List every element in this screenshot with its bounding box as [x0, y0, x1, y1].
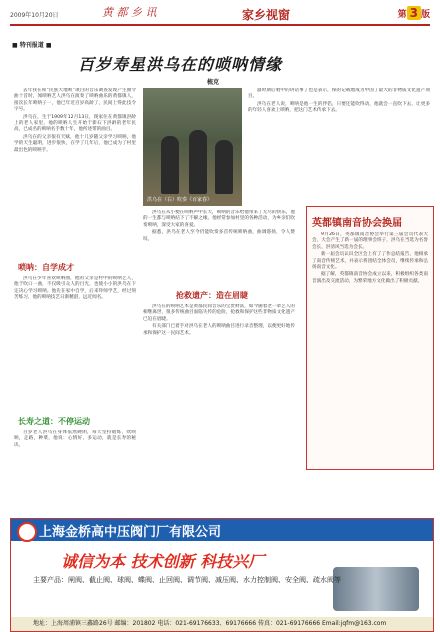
- paragraph: 洪乌在的唢呐艺术是黄都民间音乐的宝贵财富，如今随着老一辈艺人的相继离世，很多传统曲目面临失传的危险，抢救和保护这些非物质文化遗产已迫在眉睫。: [143, 304, 295, 322]
- feature-tag: ■ 特刊报道 ■: [12, 42, 52, 49]
- paragraph: 洪乌在少年喜欢唢呐曲，他的父亲是村中的唢呐艺人，他于吹口一曲，不仅吸引众人的目光，也使小小的洪乌在下定决心学习唢呐。他先在家中自学，后来拜师学艺，经过刻苦练习，他的唢呐技艺日渐精湛，远近闻名。: [14, 276, 136, 301]
- paragraph: 9月26日，英都镇南音协会举行第三届会员代表大会，大会产生了新一届的理事会班子，洪乌在当选为名誉会长，洪清风当选为会长。: [312, 232, 428, 250]
- sidebar-news-title: 英都镇南音协会换届: [312, 218, 402, 229]
- paragraph: 新一届会员认识全区会上有了了作总结报告，他相承了南音传统艺术，并表示将团结全体会员，继续传承和弘扬南音文化。: [312, 252, 428, 271]
- article-column-3: [248, 88, 430, 200]
- ad-company-name: 上海金桥高中压阀门厂有限公司: [39, 525, 222, 540]
- photo-figure-right: [215, 140, 233, 194]
- article-column-1c: [14, 430, 136, 514]
- article-headline: 百岁寿星洪乌在的唢呐情缘: [78, 55, 283, 74]
- ad-products: 主要产品：闸阀、截止阀、球阀、蝶阀、止回阀、调节阀、减压阀、水力控制阀、安全阀、疏水阀等: [33, 576, 341, 584]
- subheading-self-taught: 唢呐：自学成才: [18, 263, 74, 272]
- page-header: [10, 4, 430, 26]
- article-column-1b: [14, 276, 136, 412]
- paragraph: 去年我在和“民族大地唢”项目的音乐调查发现产生曲令曲十首时，闻唢呐艺人洪乌在演奏了唢呐曲乐的黄都镇人，接次长年唢呐子一，他已年近百岁高龄了，民间上得此技令字号。: [14, 88, 136, 113]
- article-column-1: [14, 88, 136, 258]
- article-byline: 梳克: [207, 79, 220, 86]
- paragraph: 器时期后唱中的讲话事了也是表示，保的记载地成为中国了最大的非物质文化遗产项目。: [248, 88, 430, 100]
- subheading-longevity: 长寿之道：不停运动: [18, 417, 90, 426]
- valve-product-image: [333, 567, 419, 611]
- advertisement: [10, 518, 434, 632]
- photo-caption: 洪乌在（右）吹奏《百家春》: [147, 197, 213, 203]
- paragraph: 据了解，英都镇南音协会成立以来，积极组织各类南音演出及交流活动，为繁荣地方文化做出了积极贡献。: [312, 272, 428, 284]
- paragraph: 据悉，洪乌在老人至今仍能吹奏多首传统唢呐曲，曲调悠扬，令人赞叹。: [143, 230, 295, 242]
- photo-figure-left: [161, 136, 179, 194]
- subheading-heritage: 抢救遗产：造在眉睫: [176, 291, 248, 300]
- page-number: 第 3 版: [397, 6, 430, 20]
- photo-figure-center: [189, 130, 207, 194]
- paragraph: 有关部门已着手对洪乌在老人的唢呐曲目进行录音整理，以便更好地传承和保护这一民间艺术。: [143, 324, 295, 336]
- ad-slogan: 诚信为本 技术创新 科技兴厂: [61, 552, 265, 571]
- article-photo: [143, 88, 242, 206]
- section-title: 家乡视窗: [242, 8, 291, 22]
- paragraph: 洪乌在老人说，唢呐是他一生的伴侣，只要还能吹得动，他就会一直吹下去，让更多的年轻人喜欢上唢呐，把这门艺术传承下去。: [248, 101, 430, 114]
- ad-contact: 地址：上海周浦镇三鑫路26号 邮编：201802 电话：021-69176633、69176666 传真：021-69176666 Email:jqfm@163.com: [11, 617, 433, 631]
- company-logo-icon: [17, 522, 37, 542]
- issue-date: 2009年10月20日: [10, 12, 59, 19]
- paragraph: 百岁老人洪乌在身体依然硬朗，每天坚持锻炼，吹唢呐，走路，种菜，他说：心情好，多运动，就是长寿的秘诀。: [14, 430, 136, 448]
- article-column-2b: [143, 304, 295, 514]
- paragraph: 洪乌在从小便在唢呐声中长大，唢呐的音乐给他带来了无尽的快乐，他的一生都与唢呐结下了不解之缘。他经常参加村里的各种活动，为乡亲们吹奏唢呐，深受大家的喜爱。: [143, 210, 295, 228]
- masthead: 黄 都 乡 讯: [102, 6, 157, 19]
- paragraph: 洪乌在，生于1909年12月13日，现家住在黄都镇洪龄上的老人家里，他的唢呐人生开始于新石下洪龄的老年民高，已成名的唢呐名手数十年，他所述带的曲目。: [14, 114, 136, 133]
- sidebar-news-body: [312, 232, 428, 462]
- paragraph: 洪乌在的父亲很有天赋，他十几岁随父亲学习唢呐，他学的天生聪明，进步很快，在学了几年后，他已成为了村里最出色的唢呐手。: [14, 134, 136, 153]
- article-column-2: [143, 210, 295, 286]
